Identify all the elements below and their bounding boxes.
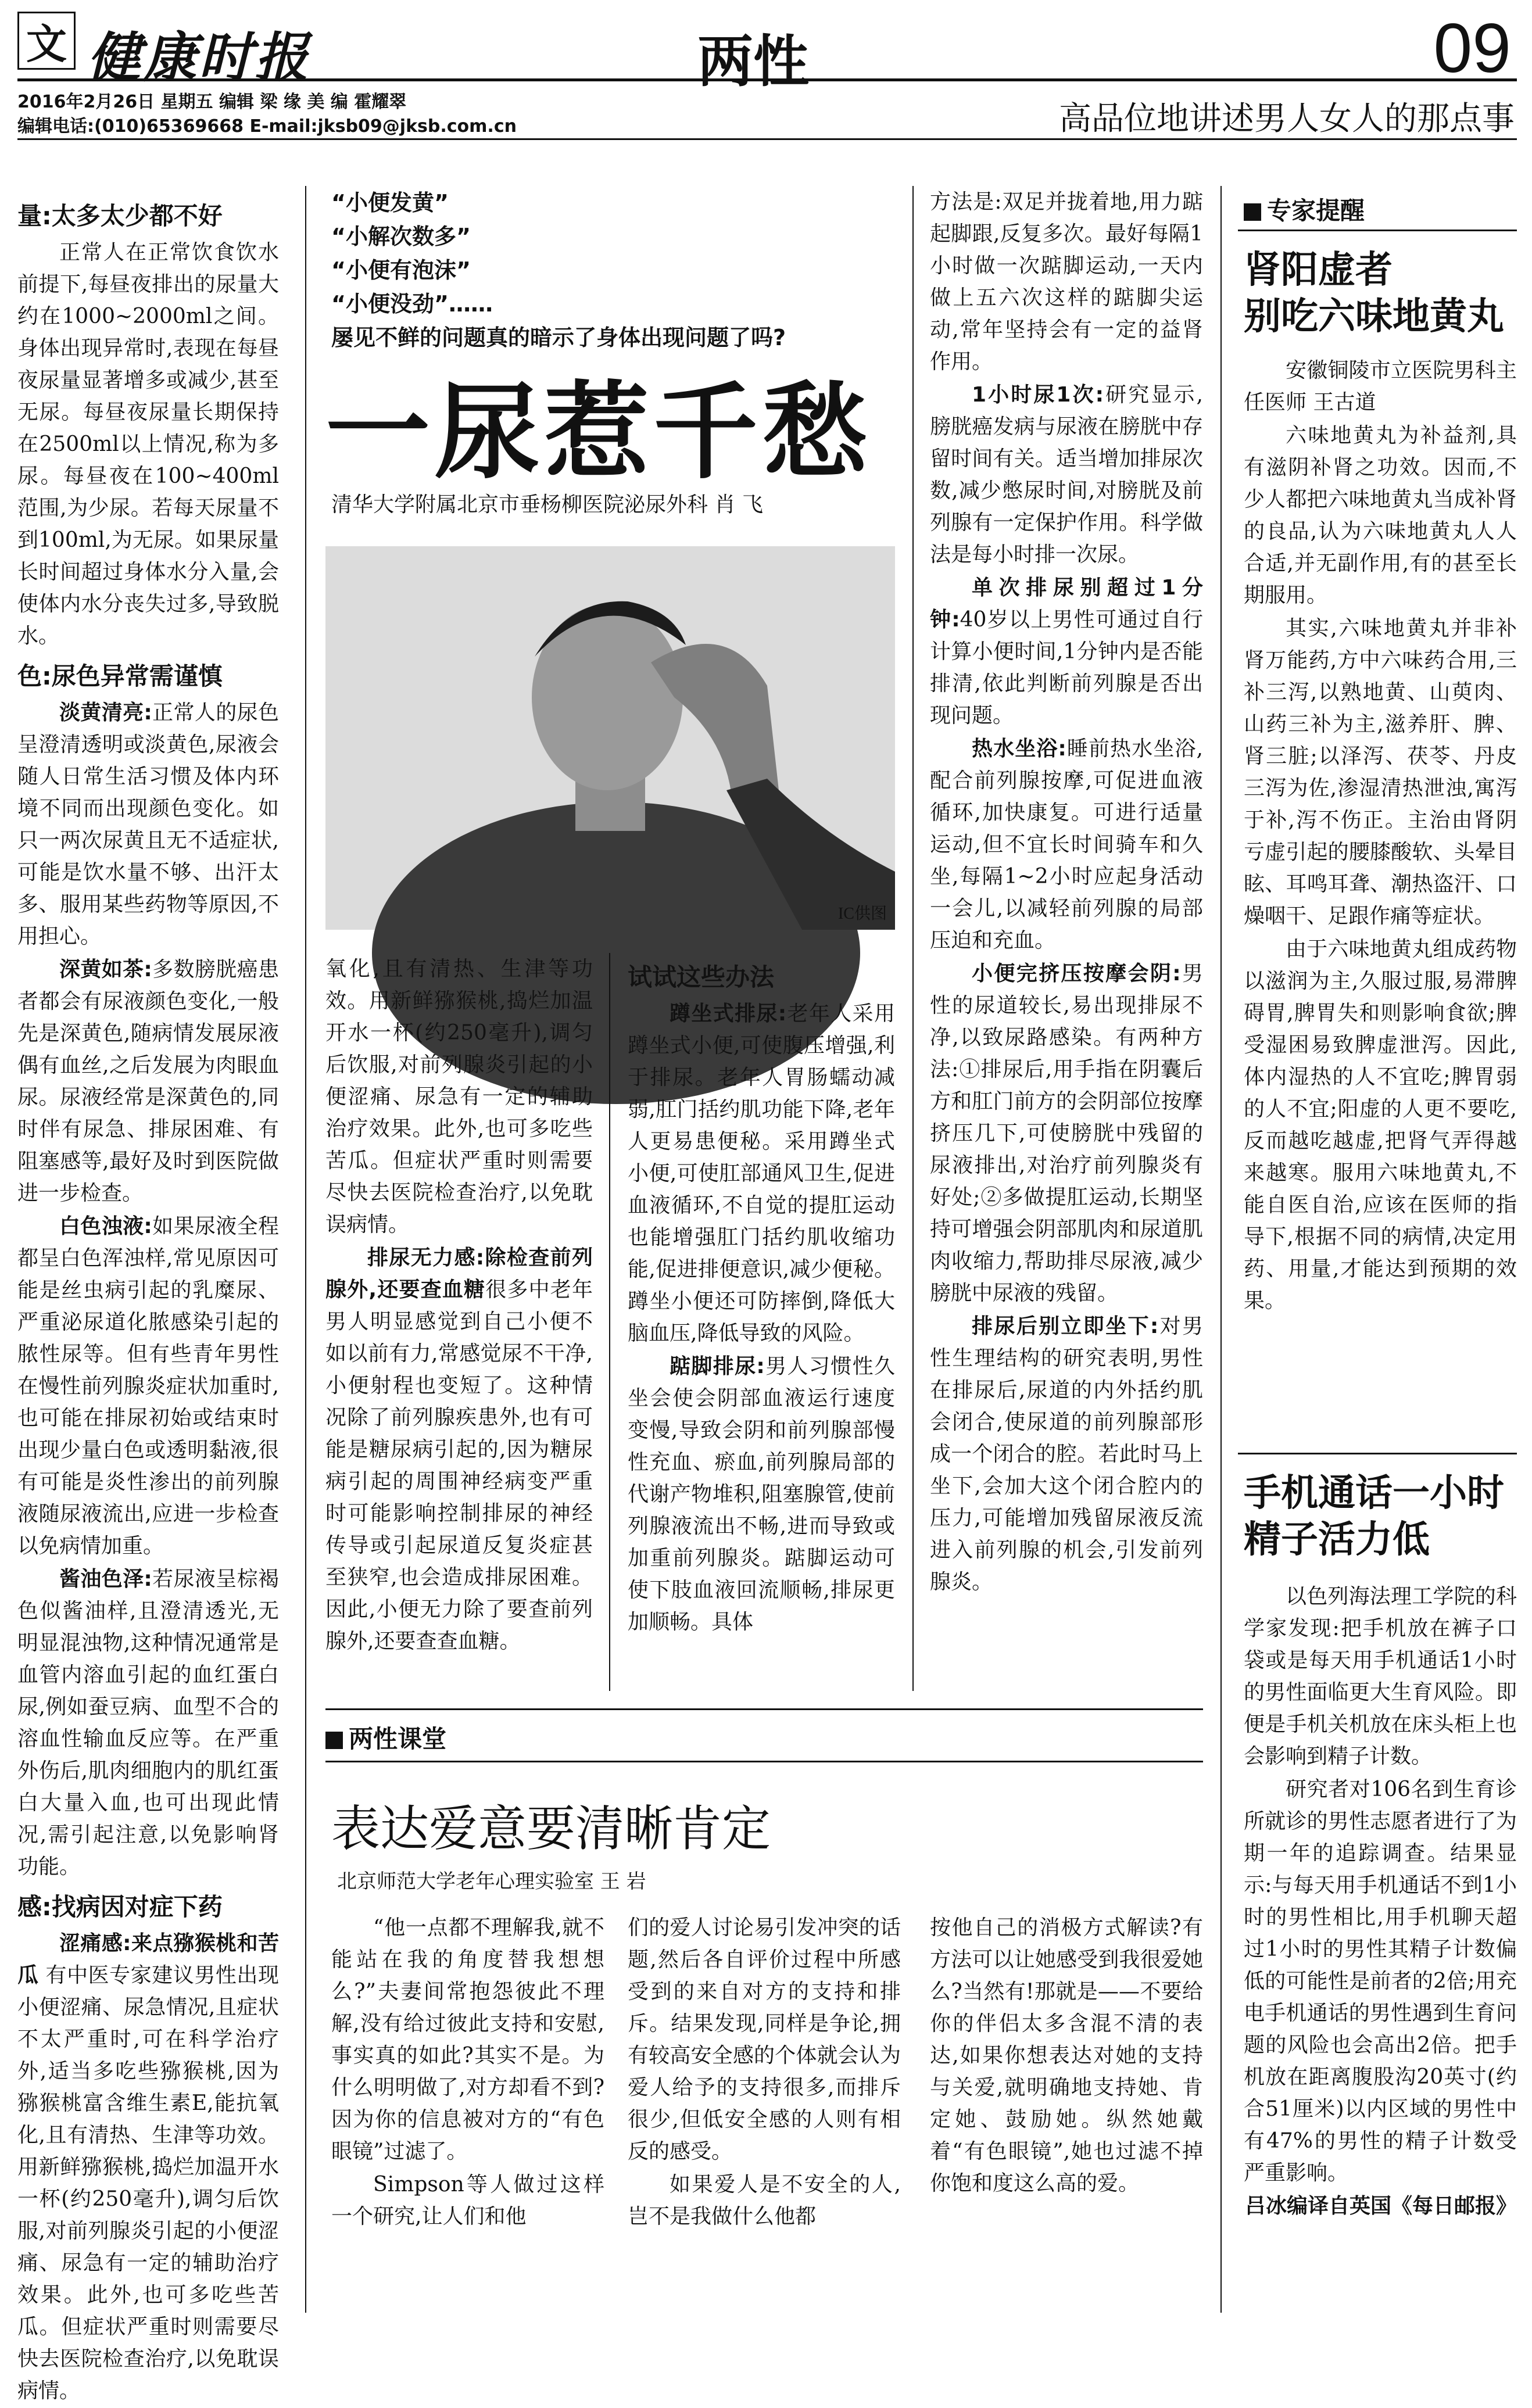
paragraph-body: 睡前热水坐浴,配合前列腺按摩,可促进血液循环,加快康复。可进行适量运动,但不宜长时间骑车和久坐,每隔1~2小时应起身活动一会儿,以减轻前列腺的局部压迫和充血。: [930, 737, 1203, 952]
headline-line: 肾阳虚者: [1244, 249, 1393, 292]
lead-in: 踮脚排尿:: [670, 1354, 765, 1378]
column-divider: [305, 186, 306, 2313]
photo-illustration: [325, 546, 895, 930]
section-heading: 试试这些办法: [628, 963, 775, 991]
sidebar-rule: [1238, 230, 1517, 231]
story2-column-3: [930, 1912, 1203, 2201]
story2-column-1: [331, 1912, 604, 2234]
paragraph-body: 如果尿液全程都呈白色浑浊样,常见原因可能是丝虫病引起的乳糜尿、严重泌尿道化脓感染引起的脓性尿等。但有些青年男性在慢性前列腺炎症状加重时,也可能在排尿初始或结束时出现少量白色或透明黏液,很有可能是炎性渗出的前列腺液随尿液流出,应进一步检查以免病情加重。: [17, 1214, 279, 1558]
man-headache-photo: [325, 546, 895, 930]
paragraph-body: 若尿液呈棕褐色似酱油样,且澄清透光,无明显混浊物,这种情况通常是血管内溶血引起的血红蛋白尿,例如蚕豆病、血型不合的溶血性输血反应等。在严重外伤后,肌肉细胞内的肌红蛋白大量入血,也可出现此情况,需引起注意,以免影响肾功能。: [17, 1567, 279, 1879]
paragraph: [930, 958, 1203, 1309]
teaser-line: “小解次数多”: [331, 224, 471, 249]
teaser-line: “小便没劲”……: [331, 291, 493, 317]
paper-logo-mark: [17, 12, 76, 70]
paragraph: 研究者对106名到生育诊所就诊的男性志愿者进行了为期一年的追踪调查。结果显示:与每天用手机通话不到1小时的男性相比,用手机聊天超过1小时的男性其精子计数偏低的可能性是前者的2倍;用充电手机通话的男性遇到生育问题的风险也会高出2倍。把手机放在距离腹股沟20英寸(约合51厘米)以内区域的男性中有47%的男性的精子计数受严重影响。: [1244, 1778, 1517, 2185]
main-headline: 一尿惹千愁: [325, 372, 872, 493]
paragraph: 方法是:双足并拢着地,用力踮起脚跟,反复多次。最好每隔1小时做一次踮脚运动,一天内做上五六次这样的踮脚尖运动,常年坚持会有一定的益肾作用。: [930, 190, 1203, 374]
main-byline: 清华大学附属北京市垂杨柳医院泌尿外科 肖 飞: [331, 493, 763, 517]
paragraph: 以色列海法理工学院的科学家发现:把手机放在裤子口袋或是每天用手机通话1小时的男性面临更大生育风险。即便是手机关机放在床头柜上也会影响到精子计数。: [1244, 1585, 1517, 1768]
lead-in: 小便完挤压按摩会阴:: [972, 962, 1181, 986]
column-divider: [609, 953, 610, 1691]
lead-in: 淡黄清亮:: [59, 701, 152, 725]
paragraph: [628, 1350, 895, 1638]
sidebar-headline-1: [1244, 247, 1504, 340]
column-divider: [1220, 186, 1222, 2313]
paragraph-body: 正常人的尿色呈澄清透明或淡黄色,尿液会随人日常生活习惯及体内环境不同而出现颜色变化。如只一两次尿黄且无不适症状,可能是饮水量不够、出汗太多、服用某些药物等原因,不用担心。: [17, 701, 279, 948]
paragraph: 其实,六味地黄丸并非补肾万能药,方中六味药合用,三补三泻,以熟地黄、山萸肉、山药三补为主,滋养肝、脾、肾三脏;以泽泻、茯苓、丹皮三泻为佐,渗湿清热泄浊,寓泻于补,泻不伤正。主治由肾阴亏虚引起的腰膝酸软、头晕目眩、耳鸣耳聋、潮热盗汗、口燥咽干、足跟作痛等症状。: [1244, 617, 1517, 928]
square-bullet-icon: [325, 1732, 343, 1749]
headline-line: 别吃六味地黄丸: [1244, 295, 1504, 338]
section-heading: 感:找病因对症下药: [17, 1893, 223, 1921]
paragraph-body: 对男性生理结构的研究表明,男性在排尿后,尿道的内外括约肌会闭合,使尿道的前列腺部形成一个闭合的腔。若此时马上坐下,会加大这个闭合腔内的压力,可能增加残留尿液反流进入前列腺的机会,引发前列腺炎。: [930, 1314, 1203, 1594]
paragraph: [930, 572, 1203, 732]
section-heading: 色:尿色异常需谨慎: [17, 662, 223, 690]
main-story-column-4: [930, 186, 1203, 1599]
paragraph: [17, 1927, 279, 2407]
lead-in: 蹲坐式排尿:: [670, 1002, 787, 1026]
paragraph: [17, 697, 279, 952]
story-teaser: [331, 186, 786, 354]
lead-in: 1小时尿1次:: [972, 383, 1104, 407]
story2-headline: 表达爱意要清晰肯定: [331, 1800, 771, 1857]
lead-in: 热水坐浴:: [972, 737, 1066, 761]
header-rule: [17, 138, 1517, 140]
paragraph: [325, 1242, 593, 1657]
sidebar-story-1: [1244, 354, 1517, 1318]
sidebar-headline-2: [1244, 1470, 1504, 1563]
paragraph-body: 很多中老年男人明显感觉到自己小便不如以前有力,常感觉尿不干净,小便射程也变短了。这种情况除了前列腺疾患外,也有可能是糖尿病引起的,因为糖尿病引起的周围神经病变严重时可能影响控制排尿的神经传导或引起尿道反复炎症甚至狭窄,也会造成排尿困难。因此,小便无力除了要查前列腺外,还要查查血糖。: [325, 1278, 593, 1653]
main-story-column-2: [325, 953, 593, 1658]
paragraph-body: 40岁以上男性可通过自行计算小便时间,1分钟内是否能排清,依此判断前列腺是否出现问题。: [930, 608, 1203, 728]
column-label-text: 两性课堂: [349, 1725, 447, 1753]
lead-in: 酱油色泽:: [59, 1567, 152, 1591]
paragraph: [17, 954, 279, 1209]
paragraph-body: 男人习惯性久坐会使会阴部血液运行速度变慢,导致会阴和前列腺部慢性充血、瘀血,前列腺局部的代谢产物堆积,阻塞腺管,使前列腺液流出不畅,进而导致或加重前列腺炎。踮脚运动可使下肢血液回流顺畅,排尿更加顺畅。具体: [628, 1354, 895, 1634]
paragraph: [17, 1563, 279, 1883]
paragraph: 由于六味地黄丸组成药物以滋润为主,久服过服,易滞脾碍胃,脾胃失和则影响食欲;脾受湿困易致脾虚泄泻。因此,体内湿热的人不宜吃;脾胃弱的人不宜;阳虚的人更不要吃,反而越吃越虚,把肾气弄得越来越寒。服用六味地黄丸,不能自医自治,应该在医师的指导下,根据不同的病情,决定用药、用量,才能达到预期的效果。: [1244, 937, 1517, 1313]
sidebar-rule: [1238, 1453, 1517, 1454]
date-editor-line: 2016年2月26日 星期五 编辑 梁 缘 美 编 霍耀翠: [17, 92, 407, 112]
sidebar-story-2: [1244, 1581, 1517, 2223]
masthead: [17, 9, 1517, 94]
paragraph-body: 研究显示,膀胱癌发病与尿液在膀胱中存留时间有关。适当增加排尿次数,减少憋尿时间,对膀胱及前列腺有一定保护作用。科学做法是每小时排一次尿。: [930, 383, 1203, 567]
credit-text: 吕冰编译自英国《每日邮报》: [1244, 2194, 1517, 2218]
paragraph: 氧化,且有清热、生津等功效。用新鲜猕猴桃,捣烂加温开水一杯(约250毫升),调匀后饮服,对前列腺炎引起的小便涩痛、尿急有一定的辅助治疗效果。此外,也可多吃些苦瓜。但症状严重时则需要尽快去医院检查治疗,以免耽误病情。: [325, 957, 593, 1237]
teaser-line: “小便有泡沫”: [331, 257, 471, 283]
column-label-liangxing-ketang: [325, 1720, 446, 1755]
paragraph: [930, 1310, 1203, 1598]
paragraph: [930, 733, 1203, 956]
paragraph: [930, 379, 1203, 571]
paragraph-body: 老年人采用蹲坐式小便,可使腹压增强,利于排尿。老年人胃肠蠕动减弱,肛门括约肌功能下降,老年人更易患便秘。采用蹲坐式小便,可使肛部通风卫生,促进血液循环,不自觉的提肛运动也能增强肛门括约肌收缩功能,促进排便意识,减少便秘。蹲坐小便还可防摔倒,降低大脑血压,降低导致的风险。: [628, 1002, 895, 1345]
main-story-column-1: [17, 192, 279, 2408]
square-bullet-icon: [1244, 203, 1261, 221]
story2-byline: 北京师范大学老年心理实验室 王 岩: [337, 1870, 646, 1893]
paragraph-body: 男性的尿道较长,易出现排尿不净,以致尿路感染。有两种方法:①排尿后,用手指在阴囊后方和肛门前方的会阴部位按摩挤压几下,可使膀胱中残留的尿液排出,对治疗前列腺炎有好处;②多做提肛运动,长期坚持可增强会阴部肌肉和尿道肌肉收缩力,帮助排尽尿液,减少膀胱中尿液的残留。: [930, 962, 1203, 1305]
editor-contact-line: 编辑电话:(010)65369668 E-mail:jksb09@jksb.com.cn: [17, 116, 517, 137]
column-divider: [912, 186, 914, 1691]
headline-line: 精子活力低: [1244, 1518, 1430, 1561]
lead-in: 排尿无力感:除检查前列腺外,还要查血糖: [325, 1246, 593, 1302]
lead-in: 白色浊液:: [59, 1214, 152, 1238]
column-label-text: 专家提醒: [1267, 196, 1365, 225]
column-label-zhuanjia-tixing: [1244, 192, 1365, 227]
page-number: 09: [1433, 9, 1511, 87]
sidebar-byline: 安徽铜陵市立医院男科主任医师 王古道: [1244, 359, 1517, 414]
story2-rule: [325, 1708, 1203, 1710]
lead-in: 单次排尿别超过1分钟:: [930, 576, 1203, 632]
lead-in: 深黄如茶:: [59, 958, 152, 981]
section-tagline: 高品位地讲述男人女人的那点事: [1059, 100, 1515, 138]
story2-column-2: [628, 1912, 901, 2234]
paragraph: [17, 1210, 279, 1562]
headline-line: 手机通话一小时: [1244, 1472, 1504, 1515]
teaser-line: 屡见不鲜的问题真的暗示了身体出现问题了吗?: [331, 325, 786, 350]
paragraph: Simpson等人做过这样一个研究,让人们和他: [331, 2173, 604, 2228]
paragraph-body: 有中医专家建议男性出现小便涩痛、尿急情况,且症状不太严重时,可在科学治疗外,适当多吃些猕猴桃,因为猕猴桃富含维生素E,能抗氧化,且有清热、生津等功效。用新鲜猕猴桃,捣烂加温开水一杯(约250毫升),调匀后饮服,对前列腺炎引起的小便涩痛、尿急有一定的辅助治疗效果。此外,也可多吃些苦瓜。但症状严重时则需要尽快去医院检查治疗,以免耽误病情。: [17, 1963, 279, 2403]
photo-credit: IC供图: [837, 905, 887, 923]
sidebar-credit: [1244, 2190, 1517, 2222]
teaser-line: “小便发黄”: [331, 190, 449, 216]
section-heading: 量:太多太少都不好: [17, 202, 223, 230]
main-story-column-3: [628, 953, 895, 1639]
lead-in: 涩痛感:来点猕猴桃和苦瓜: [17, 1932, 279, 1987]
logo-glyph: 文: [26, 20, 67, 68]
paragraph-body: 多数膀胱癌患者都会有尿液颜色变化,一般先是深黄色,随病情发展尿液偶有血丝,之后发展为肉眼血尿。尿液经常是深黄色的,同时伴有尿急、排尿困难、有阻塞感等,最好及时到医院做进一步检查。: [17, 958, 279, 1205]
story2-rule: [325, 1761, 1203, 1762]
paragraph: 如果爱人是不安全的人,岂不是我做什么他都: [628, 2173, 901, 2228]
paragraph: [628, 998, 895, 1349]
paragraph: 们的爱人讨论易引发冲突的话题,然后各自评价过程中所感受到的来自对方的支持和排斥。结果发现,同样是争论,拥有较高安全感的个体就会认为爱人给予的支持很多,而排斥很少,但低安全感的人则有相反的感受。: [628, 1916, 901, 2163]
section-title: 两性: [697, 29, 809, 94]
paragraph: 正常人在正常饮食饮水前提下,每昼夜排出的尿量大约在1000~2000ml之间。身体出现异常时,表现在每昼夜尿量显著增多或减少,甚至无尿。每昼夜尿量长期保持在2500ml以上情况,称为多尿。每昼夜在100~400ml范围,为少尿。若每天尿量不到100ml,为无尿。如果尿量长时间超过身体水分入量,会使体内水分丧失过多,导致脱水。: [17, 241, 279, 648]
paragraph: “他一点都不理解我,就不能站在我的角度替我想想么?”夫妻间常抱怨彼此不理解,没有给过彼此支持和安慰,事实真的如此?其实不是。为什么明明做了,对方却看不到?因为你的信息被对方的“有色眼镜”过滤了。: [331, 1916, 604, 2163]
lead-in: 排尿后别立即坐下:: [972, 1314, 1159, 1338]
paragraph: 六味地黄丸为补益剂,具有滋阴补肾之功效。因而,不少人都把六味地黄丸当成补肾的良品,认为六味地黄丸人人合适,并无副作用,有的甚至长期服用。: [1244, 424, 1517, 607]
paragraph: 按他自己的消极方式解读?有方法可以让她感受到我很爱她么?当然有!那就是——不要给你的伴侣太多含混不清的表达,如果你想表达对她的支持与关爱,就明确地支持她、肯定她、鼓励她。纵然她戴着“有色眼镜”,她也过滤不掉你饱和度这么高的爱。: [930, 1916, 1203, 2195]
paper-name: 健康时报: [87, 27, 311, 89]
